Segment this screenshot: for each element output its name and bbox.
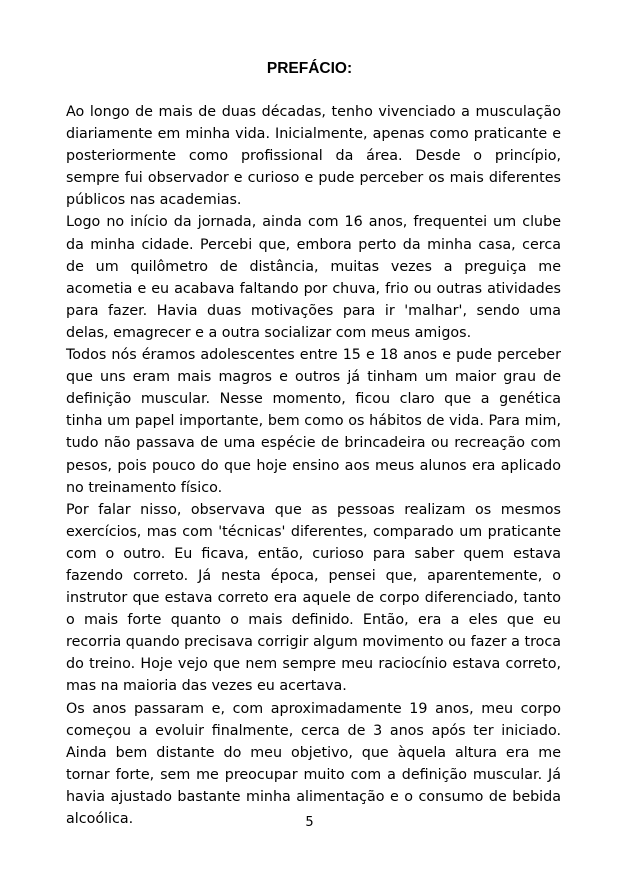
page-number: 5 bbox=[305, 815, 314, 830]
paragraph-3: Todos nós éramos adolescentes entre 15 e 18 anos e pude perceber que uns eram mais magros e outros já tinham um maior grau de definição muscular. Nesse momento, ficou claro que a genética tinha um papel importante, bem como os hábitos de vida. Para mim, tudo não passava de uma espécie de brincadeira ou recreação com pesos, pois pouco do que hoje ensino aos meus alunos era aplicado no treinamento físico. bbox=[66, 347, 561, 496]
paragraph-5: Os anos passaram e, com aproximadamente 19 anos, meu corpo começou a evoluir finalmente, cerca de 3 anos após ter iniciado. Ainda bem distante do meu objetivo, que àquela altura era me tornar forte, sem me preocupar muito com a definição muscular. Já havia ajustado bastante minha alimentação e o consumo de bebida alcoólica. bbox=[66, 700, 561, 827]
page-title: PREFÁCIO: bbox=[266, 60, 353, 77]
body-text bbox=[66, 101, 561, 830]
paragraph-1: Ao longo de mais de duas décadas, tenho vivenciado a musculação diariamente em minha vida. Inicialmente, apenas como praticante e posteriormente como profissional da área. Desde o princípio, sempre fui observador e curioso e pude perceber os mais diferentes públicos nas academias. bbox=[66, 104, 561, 209]
paragraph-4: Por falar nisso, observava que as pessoas realizam os mesmos exercícios, mas com 'técnicas' diferentes, comparado um praticante com o outro. Eu ficava, então, curioso para saber quem estava fazendo correto. Já nesta época, pensei que, aparentemente, o instrutor que estava correto era aquele de corpo diferenciado, tanto o mais forte quanto o mais definido. Então, era a eles que eu recorria quando precisava corrigir algum movimento ou fazer a troca do treino. Hoje vejo que nem sempre meu raciocínio estava correto, mas na maioria das vezes eu acertava. bbox=[66, 501, 561, 695]
paragraph-2: Logo no início da jornada, ainda com 16 anos, frequentei um clube da minha cidade. Percebi que, embora perto da minha casa, cerca de um quilômetro de distância, muitas vezes a preguiça me acometia e eu acabava faltando por chuva, frio ou outras atividades para fazer. Havia duas motivações para ir 'malhar', sendo uma delas, emagrecer e a outra socializar com meus amigos. bbox=[66, 214, 561, 341]
